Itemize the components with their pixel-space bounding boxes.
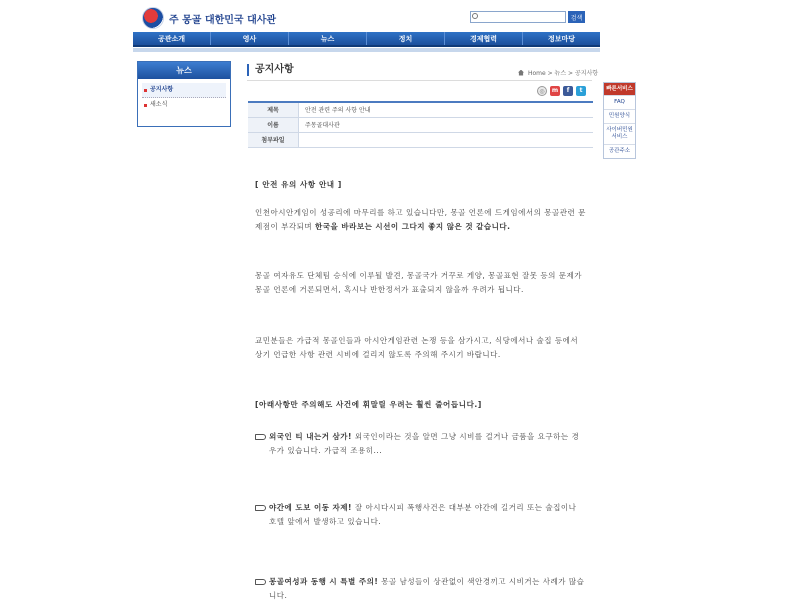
logo-text: 주 몽골 대한민국 대사관	[169, 14, 277, 26]
page-title: 공지사항	[247, 64, 294, 76]
home-icon	[518, 70, 524, 76]
info-row-author	[248, 118, 593, 133]
post-info-table	[248, 101, 593, 148]
info-row-attachment	[248, 133, 593, 148]
emblem-icon	[142, 7, 164, 29]
post-body	[255, 178, 587, 600]
info-label: 제목	[248, 103, 298, 117]
info-row-title	[248, 103, 593, 118]
list-item	[255, 430, 587, 458]
paragraph	[255, 206, 587, 234]
paragraph-text: 인천아시안게임이 성공리에 마무리를 하고 있습니다만, 몽골 언론에 드게임에서의 몽골관련 문제점이 부각되며	[255, 208, 586, 231]
list-item-title: 야간에 도보 이동 자제!	[269, 503, 352, 512]
quick-item-cyber-service[interactable]: 사이버민원 서비스	[604, 123, 635, 144]
title-divider	[247, 80, 592, 81]
heading-precautions: [아래사항만 주의해도 사건에 휘말릴 우려는 훨씬 줄어듭니다.]	[255, 400, 482, 409]
info-label: 이름	[248, 118, 298, 132]
info-value: 주몽골대사관	[298, 118, 593, 132]
heading-safety: [ 안전 유의 사항 안내 ]	[255, 180, 342, 189]
paragraph: 몽골 여자유도 단체팀 승식에 이루될 발견, 몽골국가 거꾸로 게양, 몽골표현 잘못 등의 문제가 몽골 언론에 거론되면서, 혹시나 반한정서가 표출되지 않을까 우려가 됩니다.	[255, 271, 582, 294]
pointing-hand-icon	[255, 579, 266, 585]
sidebar-title: 뉴스	[138, 62, 230, 79]
facebook-icon[interactable]: f	[563, 86, 573, 96]
paragraph-emphasis: 한국을 바라보는 시선이 그다지 좋지 않은 것 같습니다.	[314, 222, 511, 231]
bullet-icon	[144, 89, 147, 92]
nav-item-about[interactable]: 공관소개	[133, 32, 211, 45]
breadcrumb	[518, 68, 598, 77]
sidebar-item-label: 새소식	[150, 101, 168, 108]
main-nav	[133, 32, 600, 47]
info-value: 안전 관련 주의 사항 안내	[298, 103, 593, 117]
nav-item-info[interactable]: 정보마당	[547, 35, 576, 43]
twitter-icon[interactable]: t	[576, 86, 586, 96]
list-item-title: 외국인 티 내는거 삼가!	[269, 432, 352, 441]
sidebar-list	[138, 79, 230, 116]
search-input[interactable]	[470, 11, 566, 23]
me2day-icon[interactable]: m	[551, 87, 559, 94]
list-item-text: 몽골 남성들이 상관없이 색안경끼고 시비거는 사례가 많습니다.	[269, 577, 585, 600]
list-item-text: 외국인이라는 것을 알면 그냥 시비를 걸거나 금품을 요구하는 경우가 있습니다. 가급적 조용히...	[269, 432, 580, 455]
sidebar-item-label: 공지사항	[150, 86, 174, 93]
nav-item-politics[interactable]: 정치	[367, 32, 445, 45]
list-item	[255, 575, 587, 603]
sidebar-item-news[interactable]	[142, 98, 226, 112]
list-item-title: 몽골여성과 동행 시 특별 주의!	[269, 577, 379, 586]
paragraph: 교민분들은 가급적 몽골인들과 아시안게임관련 논쟁 등을 삼가시고, 식당에서나 술집 등에서 상기 언급한 사항 관련 시비에 걸리지 않도록 주의해 주시기 바랍니다.	[255, 336, 579, 359]
quick-item-forms[interactable]: 민원양식	[604, 109, 635, 123]
nav-shadow	[133, 48, 600, 52]
pointing-hand-icon	[255, 505, 266, 511]
search-bar	[470, 11, 585, 23]
info-value[interactable]	[298, 133, 593, 147]
nav-item-economy[interactable]: 경제협력	[445, 32, 523, 45]
naver-icon[interactable]: ◎	[537, 86, 547, 96]
pointing-hand-icon	[255, 434, 266, 440]
search-icon	[472, 13, 478, 19]
nav-item-news[interactable]: 뉴스	[289, 32, 367, 45]
quick-item-faq[interactable]: FAQ	[604, 95, 635, 109]
share-buttons	[537, 86, 586, 96]
quick-menu-title: 빠른서비스	[604, 83, 635, 95]
bullet-icon	[144, 104, 147, 107]
search-button[interactable]: 검색	[568, 11, 585, 23]
quick-service-menu	[603, 82, 636, 159]
embassy-logo[interactable]	[142, 6, 276, 30]
sidebar-item-notices[interactable]	[142, 83, 226, 98]
breadcrumb-text[interactable]: Home > 뉴스 > 공지사항	[528, 70, 599, 77]
list-item-text: 잘 아시다시피 폭행사건은 대부분 야간에 길거리 또는 술집이나 호텔 앞에서 발생하고 있습니다.	[269, 503, 577, 526]
quick-item-address[interactable]: 공관주소	[604, 144, 635, 158]
info-label: 첨부파일	[248, 133, 298, 147]
sidebar	[137, 61, 231, 127]
list-item	[255, 501, 587, 529]
nav-item-consular[interactable]: 영사	[211, 32, 289, 45]
